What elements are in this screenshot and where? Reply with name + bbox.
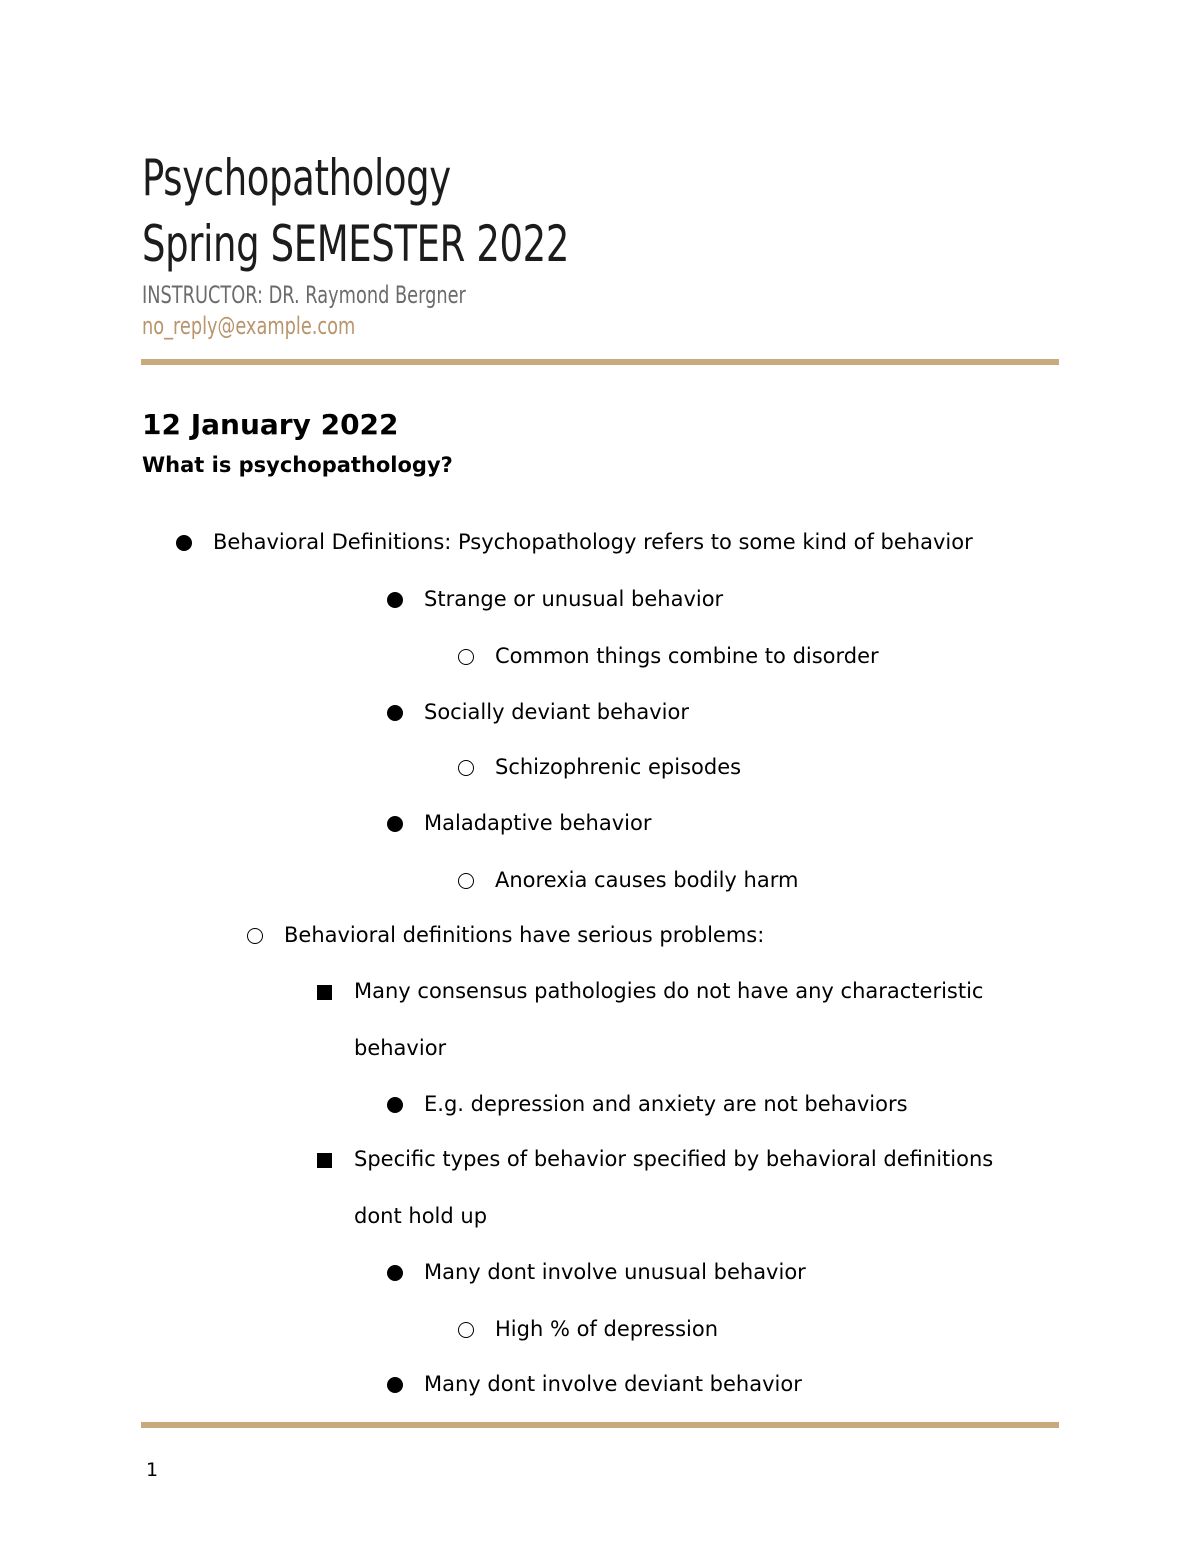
disc-bullet-icon xyxy=(387,583,403,615)
page-number: 1 xyxy=(146,1459,159,1481)
square-bullet-icon xyxy=(317,1143,333,1175)
circle-bullet-icon xyxy=(458,1313,474,1345)
list-item-text: Maladaptive behavior xyxy=(424,811,652,835)
footer-divider xyxy=(141,1422,1059,1428)
list-item-text: Strange or unusual behavior xyxy=(424,587,724,611)
disc-bullet-icon xyxy=(387,807,403,839)
circle-bullet-icon xyxy=(458,640,474,672)
list-item-text: Schizophrenic episodes xyxy=(495,755,742,779)
list-item-continuation: behavior xyxy=(354,1036,447,1060)
circle-bullet-icon xyxy=(458,751,474,783)
list-item-text: Socially deviant behavior xyxy=(424,700,689,724)
disc-bullet-icon xyxy=(387,1368,403,1400)
document-title: Psychopathology xyxy=(142,149,451,207)
disc-bullet-icon xyxy=(176,526,192,558)
list-item-text: Many consensus pathologies do not have any characteristic xyxy=(354,979,984,1003)
instructor-line: INSTRUCTOR: DR. Raymond Bergner xyxy=(142,281,466,309)
circle-bullet-icon xyxy=(458,864,474,896)
instructor-email: no_reply@example.com xyxy=(142,312,356,340)
lecture-heading: What is psychopathology? xyxy=(142,453,453,477)
list-item-text: High % of depression xyxy=(495,1317,719,1341)
disc-bullet-icon xyxy=(387,1088,403,1120)
list-item-text: Common things combine to disorder xyxy=(495,644,879,668)
lecture-date: 12 January 2022 xyxy=(142,408,399,441)
list-item-text: Many dont involve unusual behavior xyxy=(424,1260,806,1284)
list-item-text: Many dont involve deviant behavior xyxy=(424,1372,802,1396)
list-item-text: Behavioral Definitions: Psychopathology refers to some kind of behavior xyxy=(213,530,973,554)
circle-bullet-icon xyxy=(247,919,263,951)
disc-bullet-icon xyxy=(387,696,403,728)
disc-bullet-icon xyxy=(387,1256,403,1288)
list-item-text: E.g. depression and anxiety are not behaviors xyxy=(424,1092,908,1116)
list-item-continuation: dont hold up xyxy=(354,1204,488,1228)
semester-title: Spring SEMESTER 2022 xyxy=(142,215,570,273)
square-bullet-icon xyxy=(317,975,333,1007)
list-item-text: Anorexia causes bodily harm xyxy=(495,868,799,892)
header-divider xyxy=(141,359,1059,365)
list-item-text: Specific types of behavior specified by behavioral definitions xyxy=(354,1147,994,1171)
list-item-text: Behavioral definitions have serious problems: xyxy=(284,923,765,947)
